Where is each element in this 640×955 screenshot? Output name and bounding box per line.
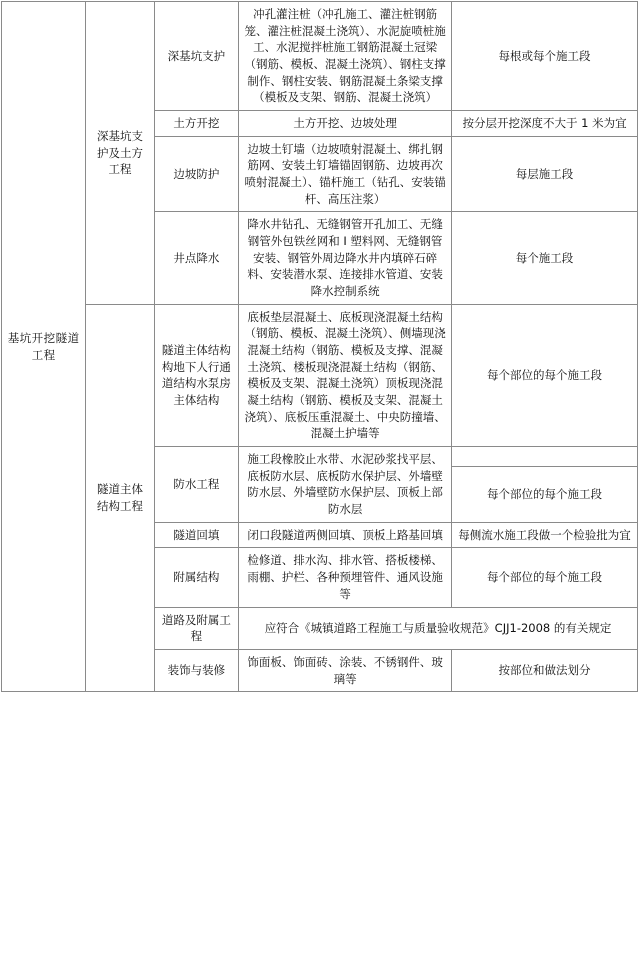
item-name-cell: 土方开挖 — [154, 111, 238, 137]
inspection-lot-empty-cell — [452, 447, 638, 467]
table-row — [2, 304, 638, 446]
subdivision-name-cell: 隧道主体结构工程 — [86, 304, 154, 691]
item-name-cell: 井点降水 — [154, 212, 238, 304]
item-name-cell: 边坡防护 — [154, 136, 238, 212]
inspection-lot-cell: 每个部位的每个施工段 — [452, 304, 638, 446]
subdivision-name-cell: 深基坑支护及土方工程 — [86, 2, 154, 305]
work-content-cell: 土方开挖、边坡处理 — [239, 111, 452, 137]
inspection-lot-cell: 每侧流水施工段做一个检验批为宜 — [452, 522, 638, 548]
construction-division-table — [1, 1, 638, 692]
document-sheet — [0, 1, 640, 955]
work-content-cell: 闭口段隧道两侧回填、顶板上路基回填 — [239, 522, 452, 548]
table-row — [2, 2, 638, 111]
inspection-lot-cell: 每个施工段 — [452, 212, 638, 304]
item-name-cell: 隧道回填 — [154, 522, 238, 548]
item-name-cell: 隧道主体结构构地下人行通道结构水泵房主体结构 — [154, 304, 238, 446]
work-content-cell: 底板垫层混凝土、底板现浇混凝土结构（钢筋、模板、混凝土浇筑）、侧墙现浇混凝土结构（钢筋、模板及支撑、混凝土浇筑、楼板现浇混凝土结构（钢筋、模板及支架、混凝土浇筑）顶板现浇混凝土结构（钢筋、模板及支架、混凝土浇筑）、底板压重混凝土、中央防撞墙、混凝土护墙等 — [239, 304, 452, 446]
inspection-lot-cell: 每根或每个施工段 — [452, 2, 638, 111]
work-content-cell: 检修道、排水沟、排水管、搭板楼梯、雨棚、护栏、各种预埋管件、通风设施等 — [239, 548, 452, 607]
work-content-cell: 饰面板、饰面砖、涂装、不锈钢件、玻璃等 — [239, 649, 452, 691]
inspection-lot-cell: 每层施工段 — [452, 136, 638, 212]
work-content-cell: 应符合《城镇道路工程施工与质量验收规范》CJJ1-2008 的有关规定 — [239, 607, 638, 649]
item-name-cell: 深基坑支护 — [154, 2, 238, 111]
inspection-lot-cell: 按部位和做法划分 — [452, 649, 638, 691]
work-content-cell: 降水井钻孔、无缝钢管开孔加工、无缝钢管外包铁丝网和 I 塑料网、无缝钢管安装、钢管外周边降水井内填碎石碎料、安装潜水泵、连接排水管道、安装降水控制系统 — [239, 212, 452, 304]
inspection-lot-cell: 每个部位的每个施工段 — [452, 466, 638, 522]
work-content-cell: 边坡土钉墙（边坡喷射混凝土、绑扎钢筋网、安装土钉墙锚固钢筋、边坡再次喷射混凝土）、锚杆施工（钻孔、安装锚杆、高压注浆） — [239, 136, 452, 212]
inspection-lot-cell: 按分层开挖深度不大于 1 米为宜 — [452, 111, 638, 137]
division-name-cell: 基坑开挖隧道工程 — [2, 2, 86, 692]
item-name-cell: 道路及附属工程 — [154, 607, 238, 649]
work-content-cell: 冲孔灌注桩（冲孔施工、灌注桩钢筋笼、灌注桩混凝土浇筑）、水泥旋喷桩施工、水泥搅拌桩施工钢筋混凝土冠梁（钢筋、模板、混凝土浇筑）、钢柱支撑制作、钢柱安装、钢筋混凝土条梁支撑（模板及支架、钢筋、混凝土浇筑） — [239, 2, 452, 111]
item-name-cell: 装饰与装修 — [154, 649, 238, 691]
work-content-cell: 施工段橡胶止水带、水泥砂浆找平层、底板防水层、底板防水保护层、外墙壁防水层、外墙壁防水保护层、顶板上部防水层 — [239, 447, 452, 523]
item-name-cell: 附属结构 — [154, 548, 238, 607]
item-name-cell: 防水工程 — [154, 447, 238, 523]
inspection-lot-cell: 每个部位的每个施工段 — [452, 548, 638, 607]
